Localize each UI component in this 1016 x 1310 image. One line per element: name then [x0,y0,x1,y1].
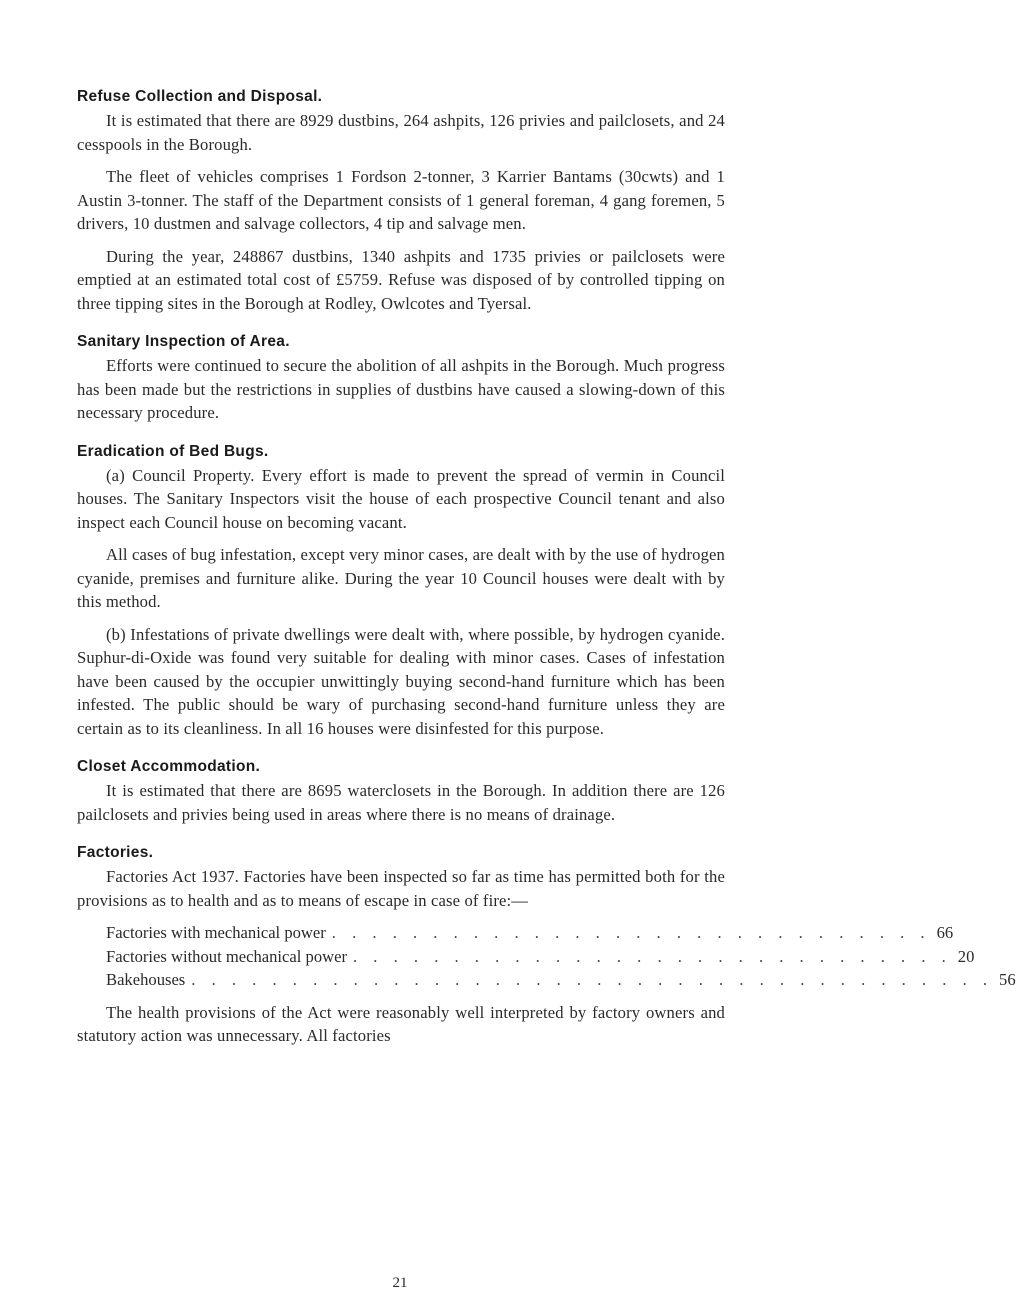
list-item [106,968,1016,992]
document-page [77,86,1016,1064]
paragraph: The health provisions of the Act were reasonably well interpreted by factory owners and statutory action was unnecessary. All factories [77,1002,725,1045]
list-item-value: 20 [957,946,975,966]
paragraph: (a) Council Property. Every effort is made to prevent the spread of vermin in Council houses. The Sanitary Inspectors visit the house of each prospective Council tenant and also inspect each Council house on becoming vacant. [77,465,725,532]
list-item-value: 66 [936,923,954,942]
list-item-value: 56 [999,970,1016,989]
paragraph: It is estimated that there are 8695 waterclosets in the Borough. In addition there are 126 pailclosets and privies being used in areas where there is no means of drainage. [77,781,725,824]
paragraph: Efforts were continued to secure the abolition of all ashpits in the Borough. Much progress has been made but the restrictions in supplies of dustbins have caused a slowing-down of this necessary procedure. [77,356,725,422]
heading-refuse: Refuse Collection and Disposal. [77,88,323,105]
leader-dots: . . . . . . . . . . . . . . . . . . . . . . . . . . . . . . [353,946,952,966]
heading-bed-bugs: Eradication of Bed Bugs. [77,442,269,460]
section-factories [77,842,1016,1048]
paragraph: The fleet of vehicles comprises 1 Fordson 2-tonner, 3 Karrier Bantams (30cwts) and 1 Austin 3-tonner. The staff of the Department consists of 1 general foreman, 4 gang foremen, 5 drivers, 10 dustmen and salvage collectors, 4 tip and salvage men. [77,167,725,233]
list-item-label: Factories without mechanical power [106,946,347,966]
section-refuse [77,86,725,315]
list-item [106,945,975,969]
list-item-label: Bakehouses [106,970,186,989]
paragraph: (b) Infestations of private dwellings were dealt with, where possible, by hydrogen cyanide. Suphur-di-Oxide was found very suitable for dealing with minor cases. Cases of infestation have been caused by the occupier unwittingly buying second-hand furniture which has been infested. The public should be wary of purchasing second-hand furniture unless they are certain as to its cleanliness. In all 16 houses were disinfested for this purpose. [77,624,725,738]
paragraph: Factories Act 1937. Factories have been inspected so far as time has permitted both for the provisions as to health and as to means of escape in case of fire:— [77,867,725,910]
heading-factories: Factories. [77,844,154,861]
page-number: 21 [392,1275,408,1291]
section-bed-bugs [77,441,725,741]
section-closet [77,756,725,826]
section-sanitary [77,331,725,425]
list-item [106,921,954,945]
leader-dots: . . . . . . . . . . . . . . . . . . . . . . . . . . . . . . . . . . . . . . . . [191,970,994,989]
paragraph: It is estimated that there are 8929 dustbins, 264 ashpits, 126 privies and pailclosets, and 24 cesspools in the Borough. [77,111,725,154]
heading-sanitary: Sanitary Inspection of Area. [77,333,290,350]
paragraph: All cases of bug infestation, except very minor cases, are dealt with by the use of hydrogen cyanide, premises and furniture alike. During the year 10 Council houses were dealt with by this method. [77,545,725,611]
paragraph: During the year, 248867 dustbins, 1340 ashpits and 1735 privies or pailclosets were emptied at an estimated total cost of £5759. Refuse was disposed of by controlled tipping on three tipping sites in the Borough at Rodley, Owlcotes and Tyersal. [77,246,725,313]
factories-list [106,921,1016,992]
heading-closet: Closet Accommodation. [77,758,261,775]
leader-dots: . . . . . . . . . . . . . . . . . . . . . . . . . . . . . . [331,923,931,942]
list-item-label: Factories with mechanical power [106,923,326,942]
